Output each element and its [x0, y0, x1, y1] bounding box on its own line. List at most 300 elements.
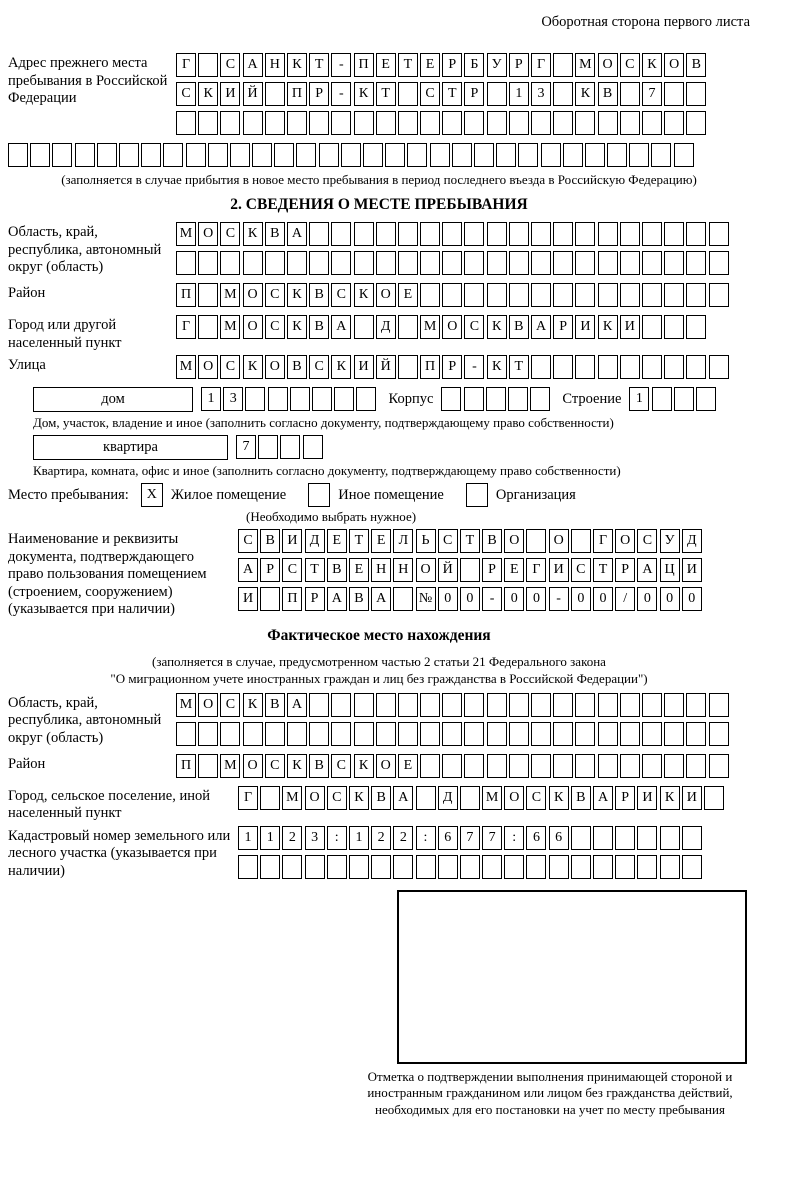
- actual-district-block: [8, 754, 750, 783]
- char-cell: [674, 143, 694, 167]
- char-cell: 3: [305, 826, 325, 850]
- char-cell: [354, 315, 374, 339]
- char-cell: [430, 143, 450, 167]
- apartment-row: [33, 435, 750, 461]
- char-cell: С: [309, 355, 329, 379]
- char-cell: [637, 826, 657, 850]
- char-cell: 1: [629, 387, 649, 411]
- char-cell: П: [420, 355, 440, 379]
- char-cell: А: [243, 53, 263, 77]
- char-cell: [442, 283, 462, 307]
- char-cell: [674, 387, 694, 411]
- apartment-note: Квартира, комната, офис и иное (заполнить согласно документу, подтверждающему право собственности): [33, 463, 621, 478]
- char-cell: [709, 355, 729, 379]
- char-cell: [30, 143, 50, 167]
- char-cell: Ь: [416, 529, 436, 553]
- char-cell: Т: [509, 355, 529, 379]
- char-cell: О: [265, 355, 285, 379]
- char-cell: [331, 722, 351, 746]
- char-cell: Т: [309, 53, 329, 77]
- char-cell: П: [282, 587, 302, 611]
- char-cell: [452, 143, 472, 167]
- char-cell: А: [393, 786, 413, 810]
- char-cell: [274, 143, 294, 167]
- char-cell: [198, 251, 218, 275]
- char-cell: :: [416, 826, 436, 850]
- char-cell: К: [243, 693, 263, 717]
- char-cell: [575, 355, 595, 379]
- char-cell: [620, 722, 640, 746]
- char-cell: С: [571, 558, 591, 582]
- char-cell: [260, 855, 280, 879]
- char-cell: [198, 53, 218, 77]
- char-cell: [642, 315, 662, 339]
- char-cell: [376, 111, 396, 135]
- char-cell: [598, 251, 618, 275]
- char-cell: [607, 143, 627, 167]
- char-cell: [553, 283, 573, 307]
- actual-city-row: [238, 786, 750, 812]
- char-cell: С: [220, 693, 240, 717]
- char-cell: М: [220, 754, 240, 778]
- char-cell: /: [615, 587, 635, 611]
- char-cell: [615, 855, 635, 879]
- char-cell: 1: [238, 826, 258, 850]
- char-cell: 2: [371, 826, 391, 850]
- prev-address-block: [8, 53, 750, 140]
- char-cell: -: [549, 587, 569, 611]
- char-cell: [686, 82, 706, 106]
- char-cell: Л: [393, 529, 413, 553]
- char-cell: [642, 355, 662, 379]
- char-cell: [509, 222, 529, 246]
- char-cell: [460, 786, 480, 810]
- char-cell: Д: [682, 529, 702, 553]
- char-cell: [309, 693, 329, 717]
- char-cell: 2: [393, 826, 413, 850]
- char-cell: К: [287, 754, 307, 778]
- char-cell: О: [664, 53, 684, 77]
- char-cell: К: [549, 786, 569, 810]
- district-block: [8, 283, 750, 312]
- char-cell: 7: [482, 826, 502, 850]
- char-cell: В: [287, 355, 307, 379]
- char-cell: [198, 283, 218, 307]
- char-cell: 7: [236, 435, 256, 459]
- char-cell: [52, 143, 72, 167]
- char-cell: [620, 222, 640, 246]
- char-cell: О: [416, 558, 436, 582]
- char-cell: [664, 82, 684, 106]
- char-cell: [509, 111, 529, 135]
- char-cell: [331, 111, 351, 135]
- house-note: Дом, участок, владение и иное (заполнить согласно документу, подтверждающему право собственности): [33, 415, 614, 430]
- char-cell: [660, 855, 680, 879]
- char-cell: [553, 754, 573, 778]
- char-cell: [371, 855, 391, 879]
- char-cell: И: [620, 315, 640, 339]
- char-cell: [664, 251, 684, 275]
- char-cell: Р: [442, 53, 462, 77]
- char-cell: 6: [438, 826, 458, 850]
- char-cell: О: [243, 754, 263, 778]
- city-label: Город или другой населенный пункт: [8, 317, 122, 351]
- char-cell: [664, 722, 684, 746]
- char-cell: [664, 754, 684, 778]
- char-cell: [398, 251, 418, 275]
- char-cell: [460, 855, 480, 879]
- char-cell: [508, 387, 528, 411]
- char-cell: [198, 754, 218, 778]
- char-cell: С: [265, 315, 285, 339]
- char-cell: [482, 855, 502, 879]
- char-cell: -: [464, 355, 484, 379]
- document-row-3: [238, 587, 750, 613]
- char-cell: С: [265, 754, 285, 778]
- char-cell: К: [642, 53, 662, 77]
- char-cell: [305, 855, 325, 879]
- char-cell: О: [243, 283, 263, 307]
- char-cell: К: [349, 786, 369, 810]
- char-cell: Е: [398, 754, 418, 778]
- char-cell: [553, 111, 573, 135]
- char-cell: С: [331, 283, 351, 307]
- char-cell: 6: [549, 826, 569, 850]
- char-cell: [354, 222, 374, 246]
- document-row-2: [238, 558, 750, 584]
- char-cell: И: [220, 82, 240, 106]
- char-cell: [265, 251, 285, 275]
- document-row-1: [238, 529, 750, 555]
- house-row: [33, 387, 750, 413]
- char-cell: [709, 693, 729, 717]
- char-cell: [186, 143, 206, 167]
- char-cell: [442, 693, 462, 717]
- char-cell: [526, 529, 546, 553]
- char-cell: [696, 387, 716, 411]
- char-cell: [686, 222, 706, 246]
- char-cell: О: [615, 529, 635, 553]
- char-cell: Е: [371, 529, 391, 553]
- street-row: [176, 355, 750, 381]
- char-cell: С: [438, 529, 458, 553]
- char-cell: 2: [282, 826, 302, 850]
- char-cell: [420, 693, 440, 717]
- char-cell: [487, 251, 507, 275]
- stay-option-organization-label: Организация: [495, 486, 576, 503]
- char-cell: [398, 111, 418, 135]
- document-label: Наименование и реквизиты документа, подтверждающего право пользования помещением (строением, сооружением) (указывается при наличии): [8, 531, 207, 617]
- city-row: [176, 315, 750, 341]
- char-cell: [704, 786, 724, 810]
- char-cell: [398, 222, 418, 246]
- char-cell: Н: [265, 53, 285, 77]
- char-cell: [642, 693, 662, 717]
- char-cell: О: [598, 53, 618, 77]
- stroenie-cells: [629, 387, 718, 413]
- char-cell: [393, 587, 413, 611]
- actual-location-note-line2: "О миграционном учете иностранных граждан и лиц без гражданства в Российской Федерации"): [110, 670, 648, 686]
- char-cell: К: [575, 82, 595, 106]
- char-cell: Р: [509, 53, 529, 77]
- char-cell: [509, 754, 529, 778]
- char-cell: М: [176, 355, 196, 379]
- char-cell: А: [287, 222, 307, 246]
- region-label: Область, край, республика, автономный округ (область): [8, 224, 162, 275]
- char-cell: [327, 855, 347, 879]
- char-cell: [531, 693, 551, 717]
- char-cell: [487, 693, 507, 717]
- char-cell: [487, 283, 507, 307]
- char-cell: К: [198, 82, 218, 106]
- char-cell: Й: [438, 558, 458, 582]
- char-cell: К: [331, 355, 351, 379]
- char-cell: [287, 722, 307, 746]
- char-cell: Г: [526, 558, 546, 582]
- char-cell: М: [282, 786, 302, 810]
- char-cell: Р: [615, 558, 635, 582]
- char-cell: [620, 251, 640, 275]
- char-cell: К: [487, 315, 507, 339]
- char-cell: [303, 435, 323, 459]
- char-cell: [664, 111, 684, 135]
- char-cell: И: [637, 786, 657, 810]
- char-cell: [163, 143, 183, 167]
- char-cell: [526, 855, 546, 879]
- char-cell: [585, 143, 605, 167]
- char-cell: -: [331, 82, 351, 106]
- stroenie-label: Строение: [562, 391, 622, 407]
- char-cell: [509, 283, 529, 307]
- char-cell: [176, 722, 196, 746]
- char-cell: К: [243, 222, 263, 246]
- char-cell: В: [309, 283, 329, 307]
- stay-option-other-label: Иное помещение: [338, 486, 444, 503]
- char-cell: М: [220, 315, 240, 339]
- char-cell: [686, 355, 706, 379]
- char-cell: [598, 283, 618, 307]
- char-cell: [487, 754, 507, 778]
- char-cell: [660, 826, 680, 850]
- char-cell: [464, 251, 484, 275]
- char-cell: 1: [349, 826, 369, 850]
- char-cell: 0: [504, 587, 524, 611]
- char-cell: [287, 251, 307, 275]
- confirmation-stamp-box: [397, 890, 747, 1064]
- char-cell: О: [243, 315, 263, 339]
- char-cell: [290, 387, 310, 411]
- char-cell: [530, 387, 550, 411]
- char-cell: М: [176, 693, 196, 717]
- char-cell: [260, 786, 280, 810]
- char-cell: В: [265, 222, 285, 246]
- char-cell: [376, 693, 396, 717]
- district-label: Район: [8, 285, 46, 301]
- char-cell: [464, 722, 484, 746]
- char-cell: О: [198, 222, 218, 246]
- char-cell: [686, 251, 706, 275]
- actual-location-note: [8, 653, 750, 687]
- char-cell: [464, 222, 484, 246]
- char-cell: К: [354, 82, 374, 106]
- char-cell: [438, 855, 458, 879]
- char-cell: [176, 111, 196, 135]
- char-cell: [652, 387, 672, 411]
- header-note: Оборотная сторона первого листа: [541, 14, 750, 30]
- char-cell: №: [416, 587, 436, 611]
- char-cell: К: [598, 315, 618, 339]
- char-cell: [709, 283, 729, 307]
- char-cell: 7: [642, 82, 662, 106]
- char-cell: [331, 251, 351, 275]
- char-cell: [686, 111, 706, 135]
- stay-type-label: Место пребывания:: [8, 486, 129, 503]
- char-cell: [709, 754, 729, 778]
- char-cell: Т: [460, 529, 480, 553]
- char-cell: [682, 826, 702, 850]
- char-cell: [441, 387, 461, 411]
- char-cell: К: [287, 315, 307, 339]
- char-cell: [571, 826, 591, 850]
- char-cell: И: [682, 558, 702, 582]
- char-cell: [642, 251, 662, 275]
- char-cell: [416, 855, 436, 879]
- char-cell: [664, 693, 684, 717]
- char-cell: [282, 855, 302, 879]
- char-cell: [198, 111, 218, 135]
- char-cell: [319, 143, 339, 167]
- char-cell: О: [549, 529, 569, 553]
- char-cell: С: [238, 529, 258, 553]
- char-cell: [331, 222, 351, 246]
- char-cell: 0: [637, 587, 657, 611]
- char-cell: :: [504, 826, 524, 850]
- char-cell: [420, 722, 440, 746]
- char-cell: 1: [201, 387, 221, 411]
- char-cell: [354, 693, 374, 717]
- char-cell: О: [504, 529, 524, 553]
- cadastral-label: Кадастровый номер земельного или лесного участка (указывается при наличии): [8, 827, 231, 879]
- char-cell: [518, 143, 538, 167]
- char-cell: 0: [526, 587, 546, 611]
- char-cell: О: [305, 786, 325, 810]
- char-cell: О: [376, 754, 396, 778]
- char-cell: Й: [376, 355, 396, 379]
- char-cell: [487, 111, 507, 135]
- char-cell: 0: [682, 587, 702, 611]
- char-cell: [376, 251, 396, 275]
- char-cell: [686, 754, 706, 778]
- char-cell: [75, 143, 95, 167]
- char-cell: [208, 143, 228, 167]
- char-cell: [464, 693, 484, 717]
- char-cell: С: [176, 82, 196, 106]
- street-label: Улица: [8, 357, 46, 373]
- char-cell: [220, 251, 240, 275]
- char-cell: [354, 251, 374, 275]
- char-cell: [442, 722, 462, 746]
- char-cell: [531, 111, 551, 135]
- char-cell: [258, 435, 278, 459]
- char-cell: [682, 855, 702, 879]
- char-cell: [309, 111, 329, 135]
- actual-district-row: [176, 754, 750, 780]
- char-cell: [531, 222, 551, 246]
- char-cell: А: [593, 786, 613, 810]
- char-cell: П: [176, 754, 196, 778]
- char-cell: Й: [243, 82, 263, 106]
- char-cell: В: [309, 315, 329, 339]
- char-cell: Р: [260, 558, 280, 582]
- char-cell: [531, 355, 551, 379]
- char-cell: Ц: [660, 558, 680, 582]
- char-cell: И: [682, 786, 702, 810]
- char-cell: [198, 315, 218, 339]
- char-cell: 7: [460, 826, 480, 850]
- char-cell: Е: [398, 283, 418, 307]
- stay-option-organization-checkbox: [466, 483, 488, 507]
- char-cell: 1: [260, 826, 280, 850]
- char-cell: [509, 722, 529, 746]
- char-cell: К: [660, 786, 680, 810]
- char-cell: О: [442, 315, 462, 339]
- actual-district-label: Район: [8, 755, 46, 772]
- char-cell: О: [198, 693, 218, 717]
- char-cell: Р: [442, 355, 462, 379]
- char-cell: [260, 587, 280, 611]
- char-cell: [563, 143, 583, 167]
- char-cell: С: [265, 283, 285, 307]
- char-cell: [119, 143, 139, 167]
- char-cell: М: [176, 222, 196, 246]
- char-cell: В: [327, 558, 347, 582]
- char-cell: [709, 251, 729, 275]
- char-cell: [504, 855, 524, 879]
- char-cell: [487, 222, 507, 246]
- cadastral-row-2: [238, 855, 750, 881]
- char-cell: [8, 143, 28, 167]
- stay-type-row: [8, 483, 750, 507]
- char-cell: [407, 143, 427, 167]
- char-cell: -: [482, 587, 502, 611]
- char-cell: М: [482, 786, 502, 810]
- char-cell: [553, 222, 573, 246]
- char-cell: [571, 529, 591, 553]
- char-cell: [464, 283, 484, 307]
- char-cell: Г: [593, 529, 613, 553]
- char-cell: [575, 754, 595, 778]
- char-cell: [464, 387, 484, 411]
- char-cell: Г: [176, 53, 196, 77]
- char-cell: [442, 222, 462, 246]
- char-cell: [664, 222, 684, 246]
- korpus-cells: [441, 387, 552, 413]
- korpus-label: Корпус: [388, 391, 434, 407]
- char-cell: [349, 855, 369, 879]
- house-number-cells: [201, 387, 379, 413]
- char-cell: Д: [438, 786, 458, 810]
- char-cell: [615, 826, 635, 850]
- char-cell: [664, 283, 684, 307]
- char-cell: К: [287, 283, 307, 307]
- char-cell: А: [371, 587, 391, 611]
- house-label-box: дом: [33, 387, 193, 412]
- char-cell: [593, 826, 613, 850]
- char-cell: В: [265, 693, 285, 717]
- section2-title: 2. СВЕДЕНИЯ О МЕСТЕ ПРЕБЫВАНИЯ: [230, 196, 528, 213]
- char-cell: [416, 786, 436, 810]
- prev-address-row-4: [8, 143, 750, 169]
